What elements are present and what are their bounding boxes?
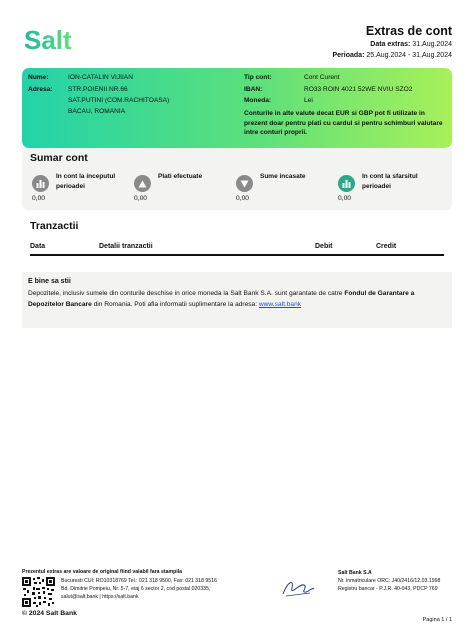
registration-line: Nr. inmatriculare ORC: J40/2416/12.03.1998 [338,578,441,585]
contact-line: Bd. Dimitrie Pompeiu, Nr. 5-7, etaj 6 sector 2, cod postal 020335, [61,586,211,593]
currency-notice: Conturile in alte valute decat EUR si GBP pot fi utilizate in prezent doar pentru plati cu cardul si pentru schimburi valutare intre conturi proprii. [244,110,443,137]
statement-date-label: Data extras: [370,41,411,48]
currency-label: Moneda: [244,97,272,104]
column-header-details: Detalii tranzactii [99,243,153,250]
summary-item-value: 0,00 [338,195,352,202]
arrow-up-icon [134,175,151,192]
statement-period-label: Perioada: [332,52,365,59]
salt-bank-link[interactable]: www.salt.bank [258,300,302,308]
brand-wordmark: Salt [24,26,72,54]
arrow-down-icon [236,175,253,192]
column-header-debit: Debit [315,243,333,250]
account-details-banner [22,68,452,148]
client-name-label: Nume: [28,74,49,81]
statement-period-value: 25.Aug.2024 - 31.Aug.2024 [366,52,452,59]
info-text-part: Depozitele, inclusiv sumele din conturile deschise in orice moneda la Salt Bank S.A. sunt garantate de catre [28,290,345,297]
account-summary [22,148,452,210]
column-header-credit: Credit [376,243,397,250]
info-title: E bine sa stii [28,278,71,285]
summary-payments [128,172,238,208]
summary-title: Sumar cont [30,152,88,164]
summary-item-label: In cont la sfarsitul perioadei [362,173,418,191]
summary-item-label: In cont la inceputul perioadei [56,173,116,191]
bank-contact-info [61,577,217,601]
copyright: © 2024 Salt Bank [22,610,77,617]
summary-item-value: 0,00 [236,195,250,202]
currency-value: Lei [304,97,313,104]
account-type-label: Tip cont: [244,74,272,81]
transactions-section [22,212,452,262]
account-type-value: Cont Curent [304,74,340,81]
statement-date-value: 31.Aug.2024 [412,41,452,48]
summary-item-label: Plati efectuate [158,173,203,180]
summary-opening-balance [26,172,136,208]
guarantee-fund-name: Fondul de Garantare a Depozitelor Bancare [28,290,415,308]
column-header-date: Data [30,243,46,250]
signature [280,577,316,599]
iban-label: IBAN: [244,86,263,93]
statement-header [0,0,474,68]
summary-item-value: 0,00 [134,195,148,202]
iban-value: RO33 ROIN 4021 52WE NVIU SZO2 [304,86,413,93]
deposit-guarantee-text [28,289,446,310]
client-address-line: BACAU, ROMANIA [68,108,126,115]
table-header-divider [30,254,444,256]
page-number: Pagina 1 / 1 [422,617,452,623]
client-name-value: ION-CATALIN VIJIIAN [68,74,133,81]
document-title: Extras de cont [365,24,452,38]
client-address-line: SAT.PUTINI (COM.RACHITOASA) [68,97,170,104]
good-to-know-box [22,272,452,328]
summary-item-label: Sume incasate [260,173,306,180]
summary-closing-balance [332,172,442,208]
summary-receipts [230,172,340,208]
client-address-line: STR.POIENII NR.66 [68,86,128,93]
bank-registration-info [338,569,440,593]
info-text-part: din Romania. Poti afla informatii suplimentare la adresa: [91,300,259,308]
bar-chart-icon [338,175,355,192]
summary-item-value: 0,00 [32,195,46,202]
client-address-label: Adresa: [28,86,53,93]
validity-note: Prezentul extras are valoare de original fiind valabil fara stampila [22,569,183,575]
contact-line: Bucuresti CUI: RO10318769 Tel.: 021 318 9500, Fax: 021 318 9516 [61,578,217,584]
statement-period [333,52,453,59]
contact-line: salut@salt.bank | https://salt.bank [61,594,139,601]
qr-code-icon [22,577,55,607]
bar-chart-icon [32,175,49,192]
bank-name: Salt Bank S.A [338,570,372,576]
salt-logo [24,26,80,54]
statement-date [370,41,452,48]
registration-line: Registru bancar - P.J.R. 40-043, PDCP 769 [338,586,438,593]
transactions-title: Tranzactii [30,220,79,232]
